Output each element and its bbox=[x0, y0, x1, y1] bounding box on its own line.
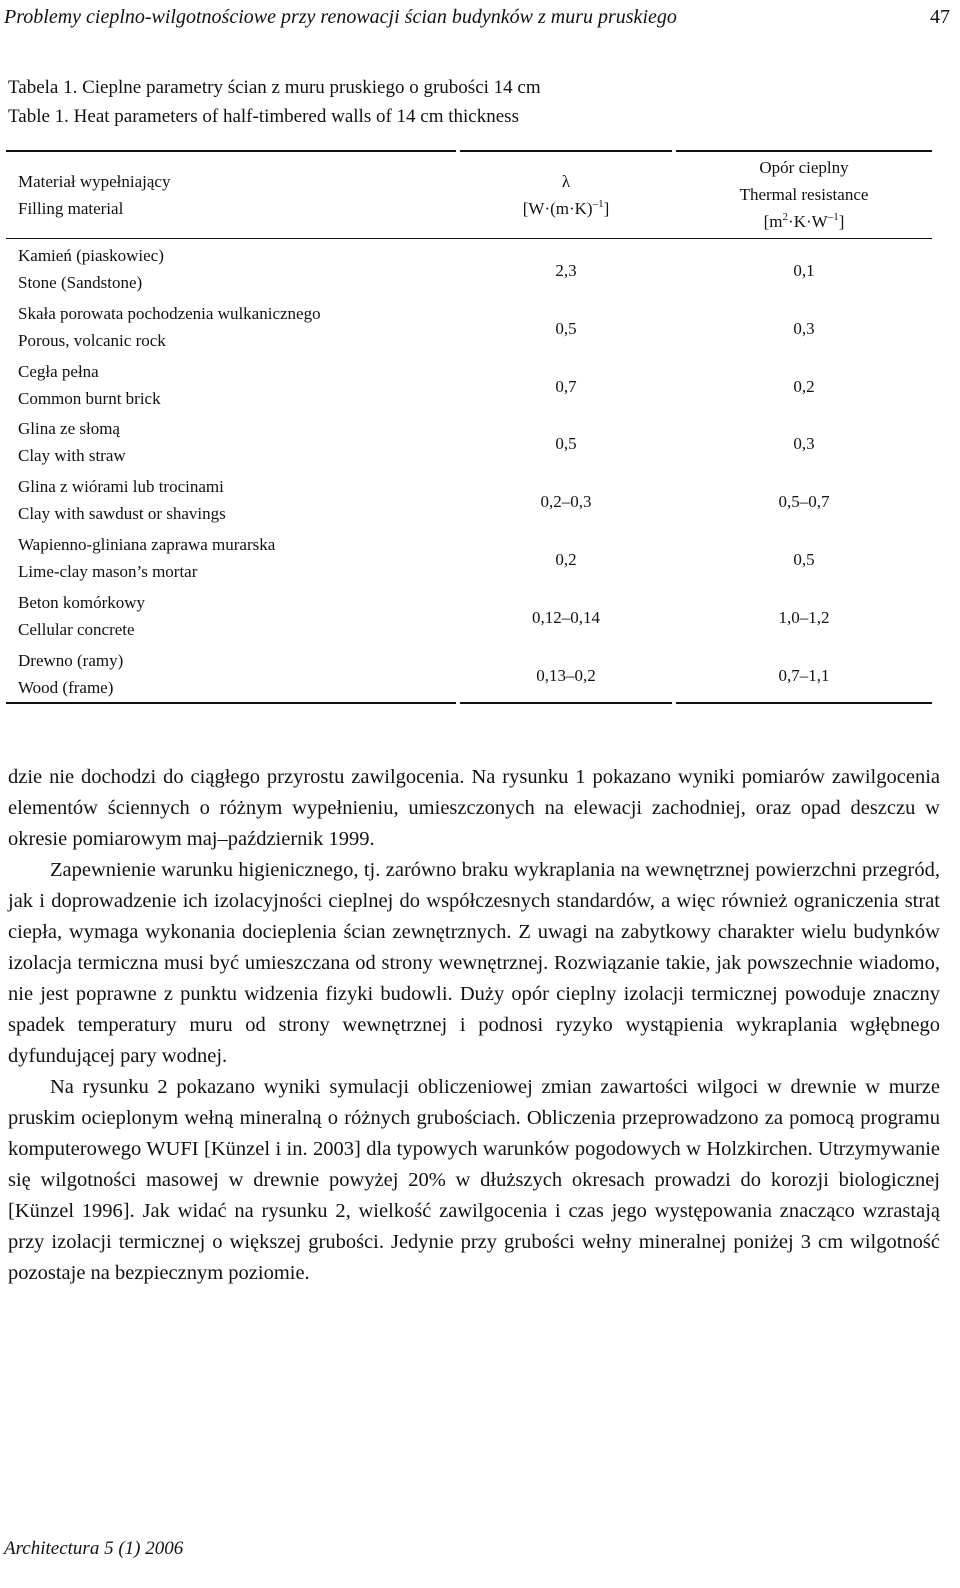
body-text bbox=[8, 762, 940, 1289]
lambda-cell: 0,2 bbox=[555, 550, 577, 569]
table-row bbox=[0, 589, 940, 647]
table-row bbox=[0, 647, 940, 705]
running-header bbox=[4, 2, 950, 32]
material-cell bbox=[18, 300, 321, 354]
resistance-cell: 0,3 bbox=[793, 318, 815, 338]
table-bottom-rule-3 bbox=[676, 702, 932, 704]
material-en: Clay with straw bbox=[18, 446, 126, 466]
material-pl: Glina ze słomą bbox=[18, 419, 120, 439]
lambda-cell: 0,13–0,2 bbox=[536, 665, 596, 685]
material-cell bbox=[18, 473, 226, 527]
lambda-cell: 0,12–0,14 bbox=[532, 607, 600, 627]
col-header-lambda bbox=[460, 168, 672, 222]
material-pl: Wapienno-gliniana zaprawa murarska bbox=[18, 535, 276, 554]
paragraph-2: Zapewnienie warunku higienicznego, tj. zarówno braku wykraplania na wewnętrznej powierzchni przegród, jak i doprowadzenie ich izolacyjności cieplnej do współczesnych standardów, a więc również ograniczenia strat ciepła, wymaga wykonania docieplenia ścian zewnętrznych. Z uwagi na zabytkowy charakter wielu budynków izolacja termiczna musi być umieszczana od strony wewnętrznej. Rozwiązanie takie, jak powszechnie wiadomo, nie jest poprawne z punktu widzenia fizyki budowli. Duży opór cieplny izolacji termicznej powoduje znaczny spadek temperatury muru od strony wewnętrznej i podnosi ryzyko wystąpienia wykraplania wgłębnego dyfundującej pary wodnej. bbox=[8, 859, 940, 1067]
table-bottom-rule-2 bbox=[460, 702, 672, 704]
material-pl: Cegła pełna bbox=[18, 361, 99, 381]
material-cell bbox=[18, 647, 123, 701]
footer-journal: Architectura 5 (1) 2006 bbox=[4, 1538, 184, 1559]
lambda-cell: 2,3 bbox=[555, 261, 577, 280]
material-en: Common burnt brick bbox=[18, 388, 161, 408]
lambda-cell: 0,5 bbox=[555, 434, 577, 454]
table-caption-en: Table 1. Heat parameters of half-timbered walls of 14 cm thickness bbox=[8, 106, 519, 127]
material-pl: Skała porowata pochodzenia wulkanicznego bbox=[18, 303, 321, 323]
paragraph-3: Na rysunku 2 pokazano wyniki symulacji obliczeniowej zmian zawartości wilgoci w drewnie w murze pruskim ocieplonym wełną mineralną o różnych grubościach. Obliczenia przeprowadzono za pomocą programu komputerowego WUFI [Künzel i in. 2003] dla typowych warunków pogodowych w Holzkirchen. Utrzymywanie się wilgotności masowej w drewnie powyżej 20% w dłuższych okresach prowadzi do korozji biologicznej [Künzel 1996]. Jak widać na rysunku 2, wielkość zawilgocenia i czas jego występowania znacząco wzrastają przy izolacji termicznej o większej grubości. Jedynie przy grubości wełny mineralnej poniżej 3 cm wilgotność pozostaje na bezpiecznym poziomie. bbox=[8, 1076, 940, 1284]
lambda-cell: 0,7 bbox=[555, 376, 577, 396]
table-row bbox=[0, 415, 940, 473]
resistance-cell: 0,1 bbox=[793, 261, 815, 280]
table-row bbox=[0, 358, 940, 416]
col-header-material bbox=[18, 168, 170, 222]
lambda-symbol: λ bbox=[561, 172, 571, 191]
lambda-cell: 0,5 bbox=[555, 318, 577, 338]
table-top-rule-2 bbox=[460, 150, 672, 152]
table-bottom-rule-1 bbox=[6, 702, 456, 704]
resistance-cell: 0,3 bbox=[793, 434, 815, 454]
material-en: Porous, volcanic rock bbox=[18, 330, 166, 350]
material-cell bbox=[18, 415, 126, 469]
col-header-material-pl: Materiał wypełniający bbox=[18, 172, 171, 191]
table-row bbox=[0, 531, 940, 589]
table-row bbox=[0, 300, 940, 358]
resistance-unit: $[m^2\cdot K\cdot W^{-1}]$ bbox=[763, 211, 845, 231]
material-cell bbox=[18, 358, 161, 412]
resistance-cell: 0,2 bbox=[793, 376, 815, 396]
resistance-pl: Opór cieplny bbox=[759, 158, 849, 177]
table-row bbox=[0, 242, 940, 300]
material-en: Stone (Sandstone) bbox=[18, 273, 143, 292]
table-top-rule-3 bbox=[676, 150, 932, 152]
material-pl: Glina z wiórami lub trocinami bbox=[18, 477, 224, 497]
col-header-resistance bbox=[676, 154, 932, 235]
resistance-en: Thermal resistance bbox=[739, 185, 869, 204]
material-pl: Drewno (ramy) bbox=[18, 650, 124, 670]
table-row bbox=[0, 473, 940, 531]
lambda-unit: $[W\cdot(m\cdot K)^{-1}]$ bbox=[522, 198, 610, 218]
material-cell bbox=[18, 589, 145, 643]
material-cell bbox=[18, 531, 275, 585]
table-caption bbox=[8, 73, 541, 131]
material-en: Cellular concrete bbox=[18, 619, 135, 639]
material-cell bbox=[18, 242, 164, 296]
page-number: 47 bbox=[930, 5, 950, 28]
material-en: Wood (frame) bbox=[18, 677, 114, 697]
col-header-material-en: Filling material bbox=[18, 199, 124, 218]
material-pl: Beton komórkowy bbox=[18, 592, 146, 612]
material-en: Clay with sawdust or shavings bbox=[18, 504, 226, 524]
table-caption-pl: Tabela 1. Cieplne parametry ścian z muru pruskiego o grubości 14 cm bbox=[8, 77, 541, 98]
resistance-cell: 0,5–0,7 bbox=[778, 492, 830, 512]
resistance-cell: 1,0–1,2 bbox=[778, 607, 830, 627]
resistance-cell: 0,7–1,1 bbox=[778, 665, 830, 685]
resistance-cell: 0,5 bbox=[793, 550, 815, 569]
paragraph-1: dzie nie dochodzi do ciągłego przyrostu zawilgocenia. Na rysunku 1 pokazano wyniki pomiarów zawilgocenia elementów ściennych o różnym wypełnieniu, umieszczonych na elewacji zachodniej, oraz opad deszczu w okresie pomiarowym maj–październik 1999. bbox=[8, 766, 940, 850]
lambda-cell: 0,2–0,3 bbox=[540, 492, 592, 512]
table-top-rule-1 bbox=[6, 150, 456, 152]
material-pl: Kamień (piaskowiec) bbox=[18, 246, 164, 265]
running-title: Problemy cieplno-wilgotnościowe przy renowacji ścian budynków z muru pruskiego bbox=[4, 5, 677, 28]
table-header-rule bbox=[6, 238, 932, 239]
material-en: Lime-clay mason’s mortar bbox=[18, 562, 198, 581]
